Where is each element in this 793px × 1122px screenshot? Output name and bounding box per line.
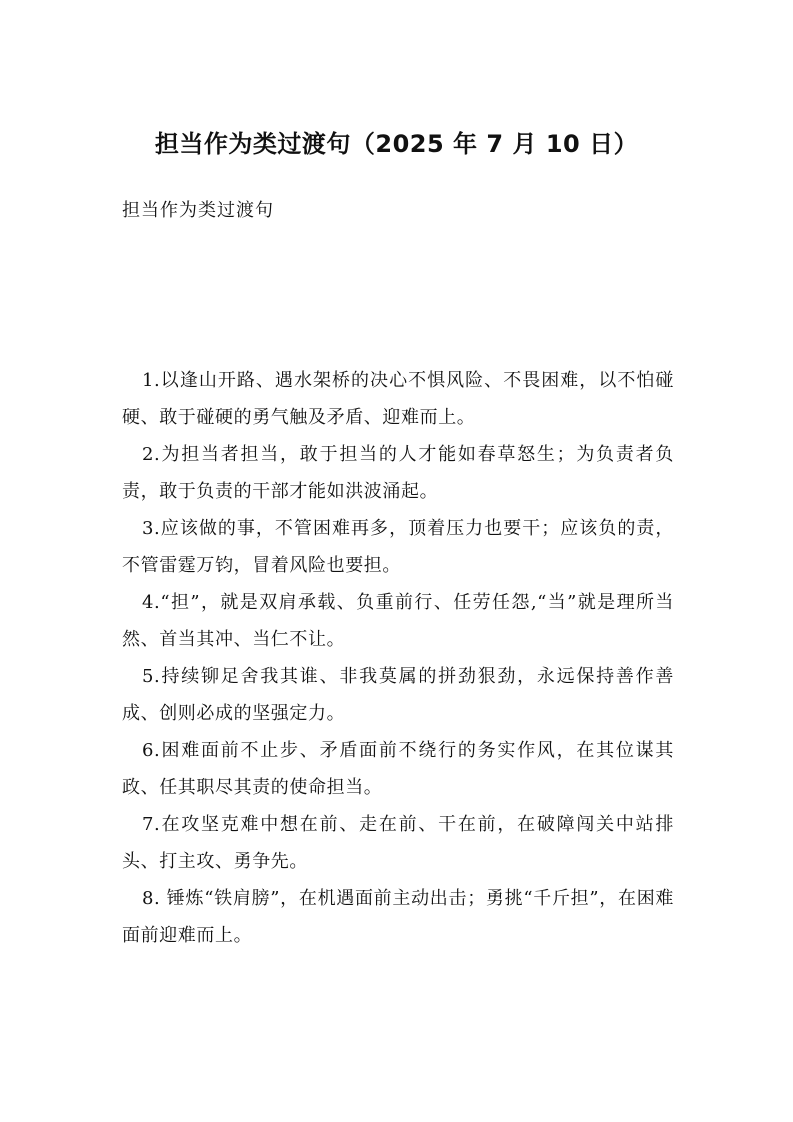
paragraph: 7.在攻坚克难中想在前、走在前、干在前，在破障闯关中站排头、打主攻、勇争先。 [122,814,674,872]
paragraph: 1.以逢山开路、遇水架桥的决心不惧风险、不畏困难，以不怕碰硬、敢于碰硬的勇气触及矛盾、迎难而上。 [122,370,674,428]
document-body [122,362,674,954]
paragraph: 3.应该做的事，不管困难再多，顶着压力也要干；应该负的责，不管雷霆万钧，冒着风险也要担。 [122,518,674,576]
paragraph: 6.困难面前不止步、矛盾面前不绕行的务实作风，在其位谋其政、任其职尽其责的使命担当。 [122,740,674,798]
paragraph: 2.为担当者担当，敢于担当的人才能如春草怒生；为负责者负责，敢于负责的干部才能如洪波涌起。 [122,444,674,502]
document-subtitle: 担当作为类过渡句 [122,200,274,221]
paragraph: 8. 锤炼“铁肩膀”，在机遇面前主动出击；勇挑“千斤担”，在困难面前迎难而上。 [122,888,674,946]
paragraph: 5.持续铆足舍我其谁、非我莫属的拼劲狠劲，永远保持善作善成、创则必成的坚强定力。 [122,666,674,724]
paragraph: 4.“担”，就是双肩承载、负重前行、任劳任怨,“当”就是理所当然、首当其冲、当仁不让。 [122,592,674,650]
document-title: 担当作为类过渡句（2025 年 7 月 10 日） [154,130,639,158]
